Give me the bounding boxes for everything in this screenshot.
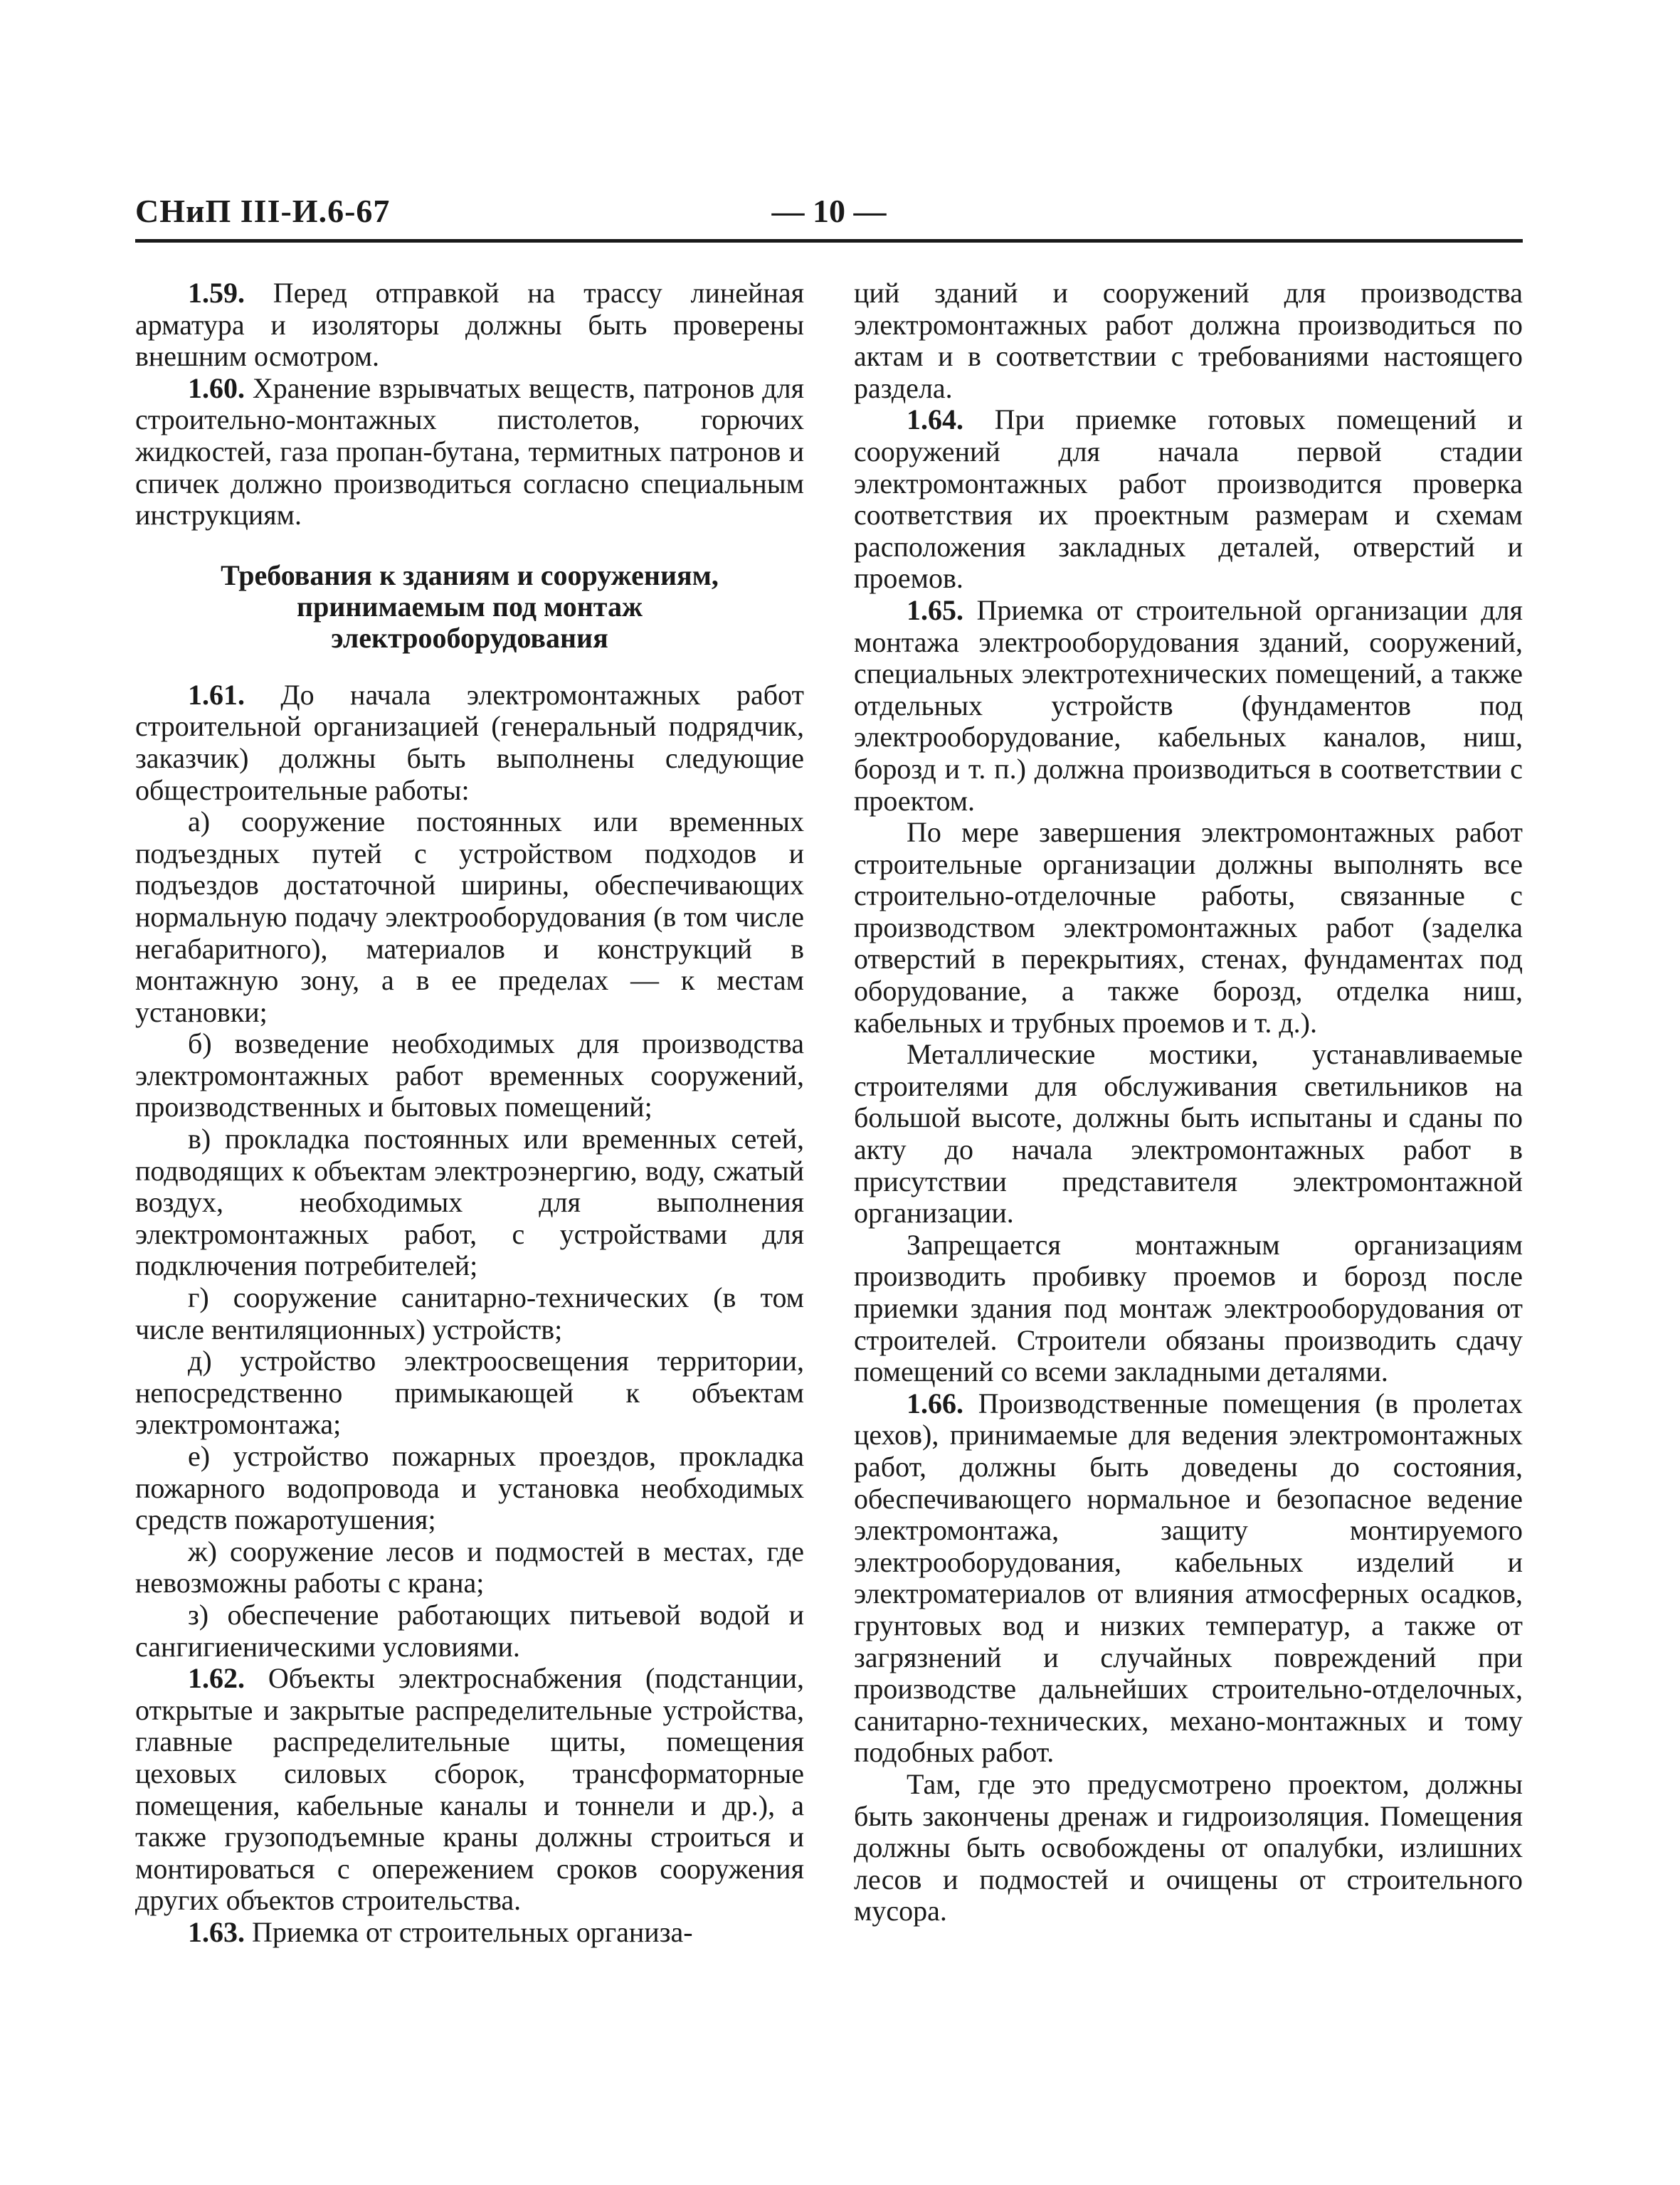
clause-1-61 (135, 679, 804, 806)
section-heading (135, 560, 804, 654)
clause-1-63 (135, 1917, 804, 1949)
clause-number: 1.62. (188, 1662, 245, 1695)
clause-text: Хранение взрывчатых веществ, патронов для строительно-монтажных пистолетов, горючих жидкостей, газа пропан-бутана, термитных патронов и спичек должно производиться согласно специальным инструкциям. (135, 371, 804, 531)
list-item-e: е) устройство пожарных проездов, прокладка пожарного водопровода и установка необходимых средств пожаротушения; (135, 1440, 804, 1536)
clause-text: При приемке готовых помещений и сооружений для начала первой стадии электромонтажных работ производится проверка соответствия их проектным размерам и схемам расположения закладных деталей, отверстий и проемов. (854, 403, 1523, 595)
clause-number: 1.63. (188, 1915, 245, 1948)
clause-number: 1.66. (907, 1387, 963, 1419)
list-item-d: д) устройство электроосвещения территории, непосредственно примыкающей к объектам электромонтажа; (135, 1345, 804, 1441)
page-number: — 10 — (771, 193, 887, 229)
clause-1-60 (135, 373, 804, 531)
list-item-g: г) сооружение санитарно-технических (в том числе вентиляционных) устройств; (135, 1281, 804, 1345)
clause-number: 1.60. (188, 371, 245, 404)
clause-number: 1.65. (907, 593, 963, 626)
clause-1-63-continued: ций зданий и сооружений для производства электромонтажных работ должна производиться по актам и в соответствии с требованиями настоящего раздела. (854, 277, 1523, 404)
document-code: СНиП III-И.6-67 (135, 193, 391, 229)
clause-text: До начала электромонтажных работ строительной организацией (генеральный подрядчик, заказчик) должны быть выполнены следующие общестроительные работы: (135, 678, 804, 806)
clause-text: Приемка от строительных организа- (252, 1915, 693, 1948)
clause-number: 1.64. (907, 403, 963, 436)
list-item-b: б) возведение необходимых для производства электромонтажных работ временных сооружений, производственных и бытовых помещений; (135, 1027, 804, 1123)
clause-text: Приемка от строительной организации для монтажа электрооборудования зданий, сооружений, специальных электротехнических помещений, а также отдельных устройств (фундаментов под электрооборудование, кабельных каналов, ниш, борозд и т. п.) должна производиться в соответствии с проектом. (854, 593, 1523, 817)
clause-text: Производственные помещения (в пролетах цехов), принимаемые для ведения электромонтажных работ, должны быть доведены до состояния, обеспечивающего нормальное и безопасное ведение электромонтажа, защиту монтируемого электрооборудования, кабельных изделий и электроматериалов от влияния атмосферных осадков, грунтовых вод и низких температур, а также от загрязнений и случайных повреждений при производстве дальнейших строительно-отделочных, санитарно-технических, механо-монтажных и тому подобных работ. (854, 1387, 1523, 1769)
heading-line: Требования к зданиям и сооружениям, (221, 559, 719, 591)
clause-text: Объекты электроснабжения (подстанции, открытые и закрытые распределительные устройства, главные распределительные щиты, помещения цеховых силовых сборок, трансформаторные помещения, кабельные каналы и тоннели и др.), а также грузоподъемные краны должны строиться и монтироваться с опережением сроков сооружения других объектов строительства. (135, 1662, 805, 1917)
paragraph-metal-bridges: Металлические мостики, устанавливаемые строителями для обслуживания светильников на большой высоте, должны быть испытаны и сданы по акту до начала электромонтажных работ в присутствии представителя электромонтажной организации. (854, 1038, 1523, 1229)
right-column (854, 277, 1523, 1927)
page-header (135, 192, 1523, 235)
paragraph-prohibition: Запрещается монтажным организациям производить пробивку проемов и борозд после приемки здания под монтаж электрооборудования от строителей. Строители обязаны производить сдачу помещений со всеми закладными деталями. (854, 1228, 1523, 1388)
clause-number: 1.61. (188, 678, 245, 711)
clause-1-64 (854, 404, 1523, 595)
list-item-a: а) сооружение постоянных или временных подъездных путей с устройством подходов и подъездов достаточной ширины, обеспечивающих нормальную подачу электрооборудования (в том числе негабаритного), материалов и конструкций в монтажную зону, а в ее пределах — к местам установки; (135, 805, 804, 1028)
clause-1-62 (135, 1663, 804, 1917)
list-item-zh: ж) сооружение лесов и подмостей в местах, где невозможны работы с крана; (135, 1535, 804, 1599)
clause-number: 1.59. (188, 277, 245, 309)
clause-text: Перед отправкой на трассу линейная арматура и изоляторы должны быть проверены внешним осмотром. (135, 277, 805, 373)
list-item-v: в) прокладка постоянных или временных сетей, подводящих к объектам электроэнергию, воду, сжатый воздух, необходимых для выполнения электромонтажных работ, с устройствами для подключения потребителей; (135, 1123, 804, 1282)
clause-1-66 (854, 1388, 1523, 1769)
list-item-z: з) обеспечение работающих питьевой водой и сангигиеническими условиями. (135, 1598, 804, 1663)
clause-1-65 (854, 595, 1523, 817)
left-column (135, 277, 804, 1949)
clause-1-59 (135, 277, 804, 373)
heading-line: электрооборудования (331, 621, 608, 654)
paragraph-finishing-works: По мере завершения электромонтажных работ строительные организации должны выполнять все строительно-отделочные работы, связанные с производством электромонтажных работ (заделка отверстий в перекрытиях, стенах, фундаментах под оборудование, а также борозд, отделка ниш, кабельных и трубных проемов и т. д.). (854, 816, 1523, 1039)
heading-line: принимаемым под монтаж (297, 590, 643, 623)
paragraph-drainage: Там, где это предусмотрено проектом, должны быть закончены дренаж и гидроизоляция. Помещения должны быть освобождены от опалубки, излишних лесов и подмостей и очищены от строительного мусора. (854, 1767, 1523, 1927)
header-rule (135, 239, 1523, 243)
